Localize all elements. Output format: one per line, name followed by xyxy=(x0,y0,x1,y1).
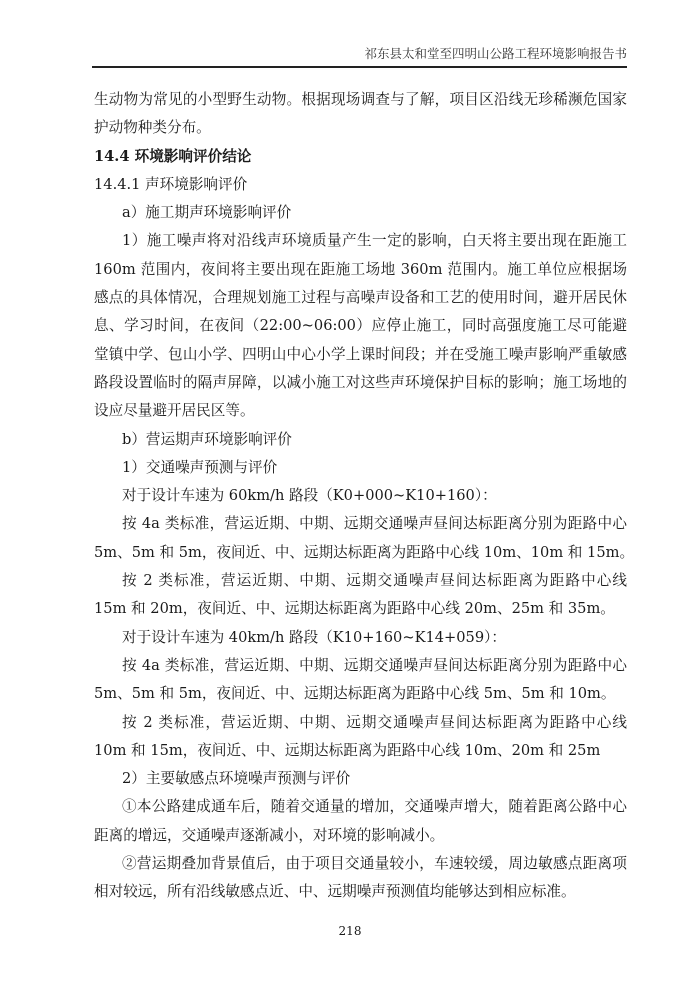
header-rule xyxy=(92,66,627,68)
text-line: 护动物种类分布。 xyxy=(94,119,211,137)
text-line: 160m 范围内，夜间将主要出现在距施工场地 360m 范围内。施工单位应根据场 xyxy=(94,260,627,278)
text-line: 路段设置临时的隔声屏障，以减小施工对这些声环境保护目标的影响；施工场地的 xyxy=(94,373,627,391)
text-line: 按 4a 类标准，营运近期、中期、远期交通噪声昼间达标距离分别为距路中心 xyxy=(122,656,627,674)
text-line: 15m 和 20m，夜间近、中、远期达标距离为距路中心线 20m、25m 和 35m。 xyxy=(94,600,615,618)
text-line: a）施工期声环境影响评价 xyxy=(122,204,292,222)
text-line: b）营运期声环境影响评价 xyxy=(122,430,292,448)
text-line: 对于设计车速为 40km/h 路段（K10+160~K14+059）： xyxy=(122,628,507,646)
section-heading: 14.4 环境影响评价结论 xyxy=(94,147,252,165)
text-line: 14.4.1 声环境影响评价 xyxy=(94,175,248,193)
text-line: 按 2 类标准，营运近期、中期、远期交通噪声昼间达标距离为距路中心线 xyxy=(122,572,627,590)
text-line: 按 2 类标准，营运近期、中期、远期交通噪声昼间达标距离为距路中心线 xyxy=(122,713,627,731)
text-line: 设应尽量避开居民区等。 xyxy=(94,402,255,420)
text-line: 5m、5m 和 5m，夜间近、中、远期达标距离为距路中心线 5m、5m 和 10m。 xyxy=(94,685,616,703)
text-line: 按 4a 类标准，营运近期、中期、远期交通噪声昼间达标距离分别为距路中心 xyxy=(122,515,627,533)
text-line: 堂镇中学、包山小学、四明山中心小学上课时间段；并在受施工噪声影响严重敏感 xyxy=(94,345,627,363)
text-line: 5m、5m 和 5m，夜间近、中、远期达标距离为距路中心线 10m、10m 和 15m。 xyxy=(94,543,635,561)
text-line: 感点的具体情况，合理规划施工过程与高噪声设备和工艺的使用时间，避开居民休 xyxy=(94,289,627,307)
text-line: 息、学习时间，在夜间（22:00~06:00）应停止施工，同时高强度施工尽可能避 xyxy=(94,317,627,335)
text-line: ②营运期叠加背景值后，由于项目交通量较小，车速较缓，周边敏感点距离项 xyxy=(122,855,627,873)
text-line: 2）主要敏感点环境噪声预测与评价 xyxy=(122,770,351,788)
text-line: 生动物为常见的小型野生动物。根据现场调查与了解，项目区沿线无珍稀濒危国家 xyxy=(94,91,627,108)
text-line: 10m 和 15m，夜间近、中、远期达标距离为距路中心线 10m、20m 和 25m xyxy=(94,741,601,759)
text-line: ①本公路建成通车后，随着交通量的增加，交通噪声增大，随着距离公路中心 xyxy=(122,798,627,816)
text-line: 距离的增远，交通噪声逐渐减小，对环境的影响减小。 xyxy=(94,826,445,844)
text-line: 相对较远，所有沿线敏感点近、中、远期噪声预测值均能够达到相应标准。 xyxy=(94,883,576,901)
document-body xyxy=(94,86,635,907)
text-line: 1）施工噪声将对沿线声环境质量产生一定的影响，白天将主要出现在距施工 xyxy=(122,232,627,250)
page-number: 218 xyxy=(338,924,362,938)
text-line: 对于设计车速为 60km/h 路段（K0+000~K10+160）： xyxy=(122,487,497,505)
running-header: 祁东县太和堂至四明山公路工程环境影响报告书 xyxy=(364,46,627,61)
text-line: 1）交通噪声预测与评价 xyxy=(122,458,278,476)
